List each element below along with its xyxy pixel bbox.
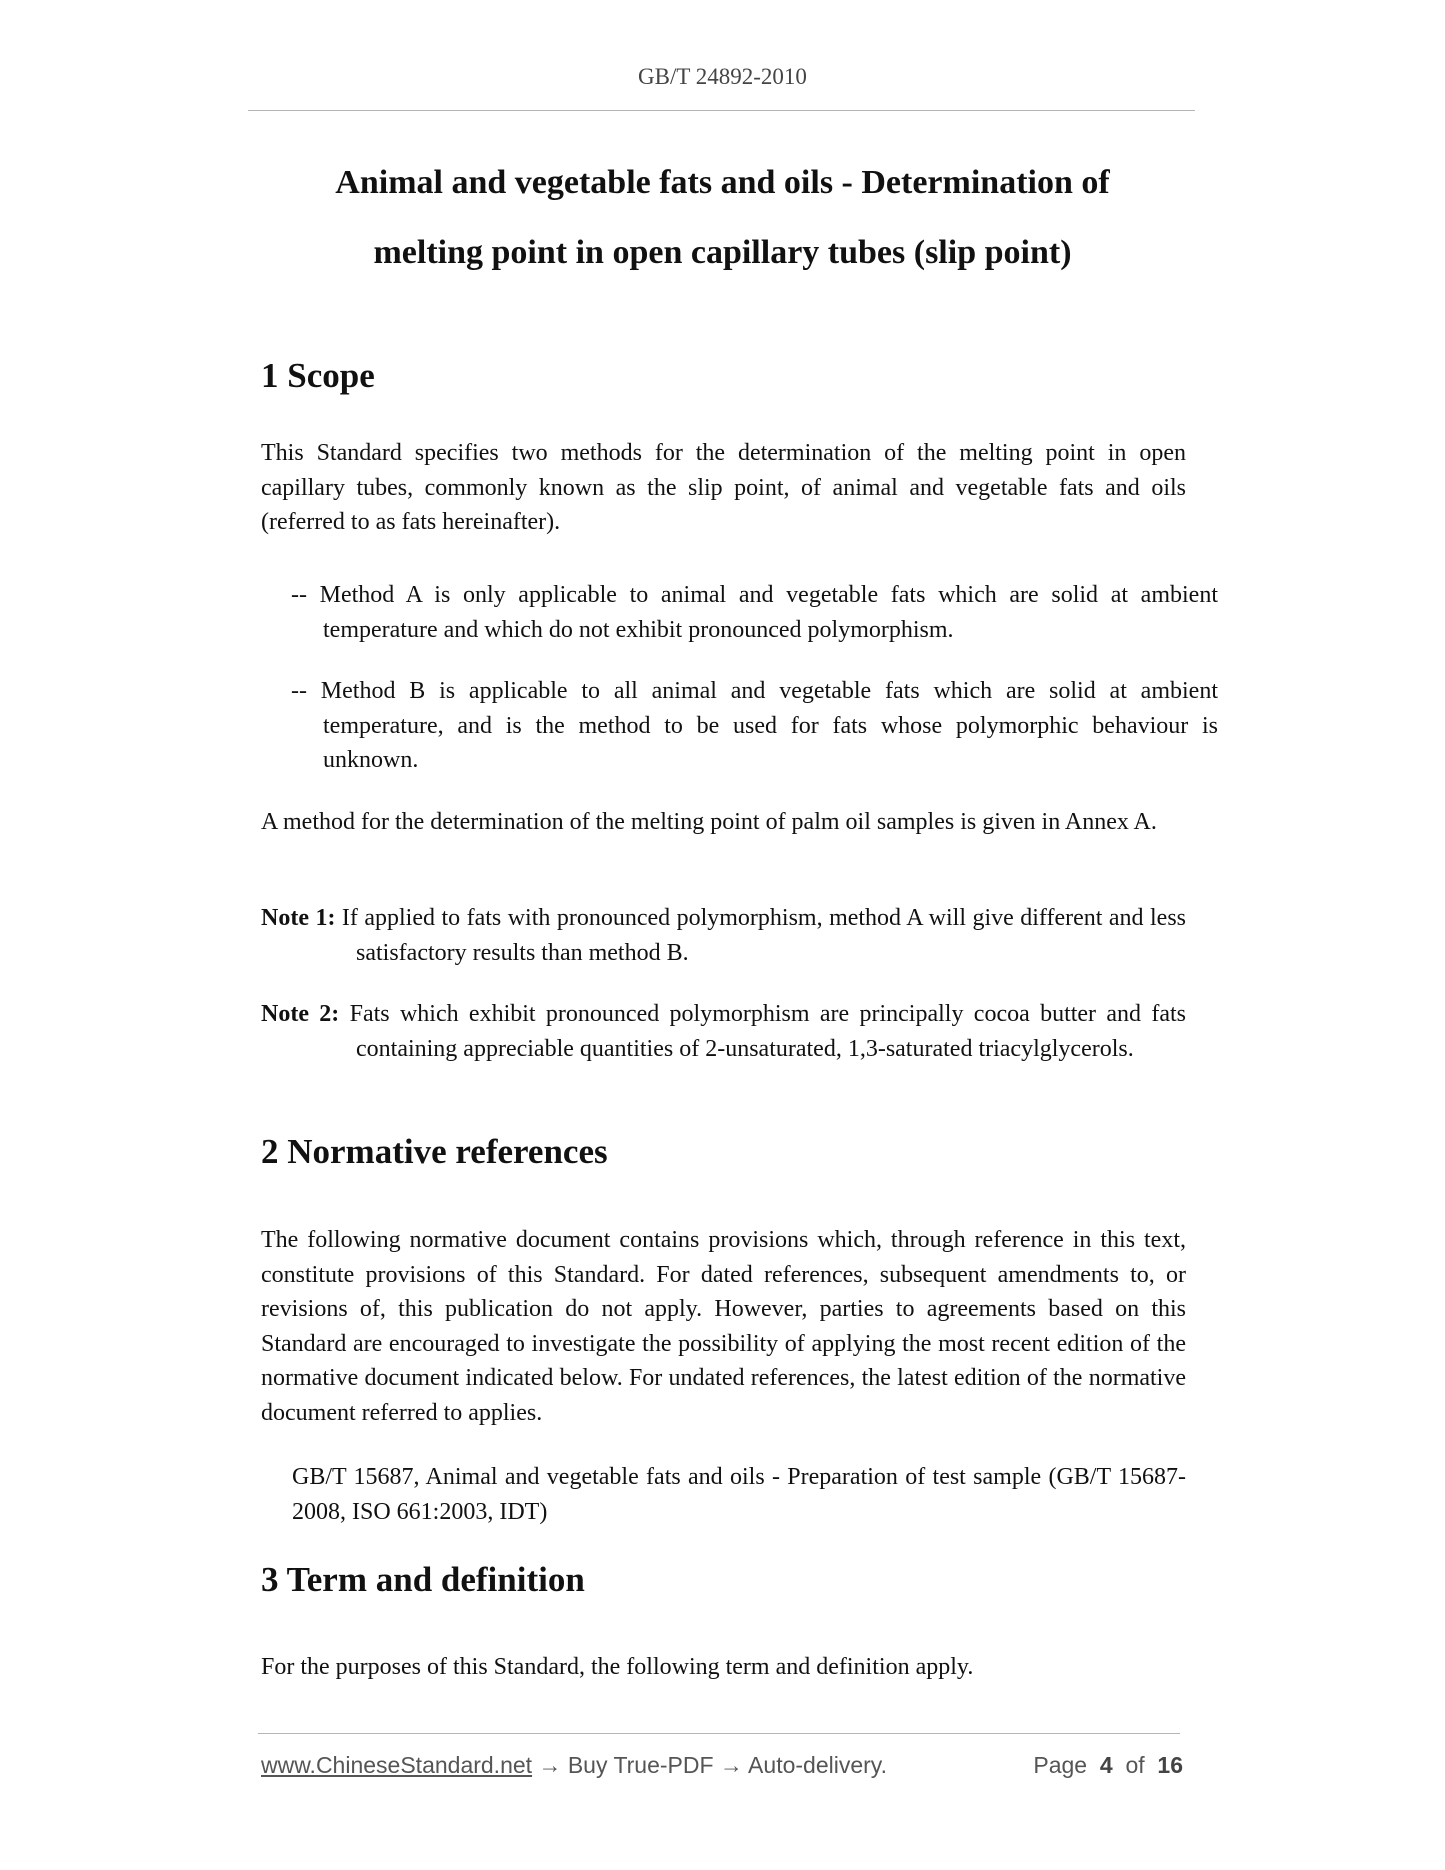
note-1-label: Note 1: bbox=[261, 905, 336, 931]
normative-reference-item: GB/T 15687, Animal and vegetable fats and oils - Preparation of test sample (GB/T 15687-2008, ISO 661:2003, IDT) bbox=[292, 1464, 1186, 1525]
scope-note-1 bbox=[261, 901, 1186, 970]
page-footer bbox=[261, 1752, 1183, 1786]
footer-divider bbox=[258, 1733, 1180, 1734]
header-divider bbox=[248, 110, 1195, 111]
scope-note-2 bbox=[261, 997, 1186, 1066]
footer-tagline: → Buy True-PDF → Auto-delivery. bbox=[532, 1752, 887, 1778]
section-heading-normative-references: 2 Normative references bbox=[261, 1132, 608, 1171]
scope-intro-paragraph: This Standard specifies two methods for the determination of the melting point in open capillary tubes, commonly known as the slip point, of animal and vegetable fats and oils (referred to as fats hereinafter). bbox=[261, 440, 1186, 535]
document-title bbox=[250, 148, 1195, 288]
page-of: of bbox=[1125, 1752, 1145, 1778]
title-line-1: Animal and vegetable fats and oils - Determination of bbox=[335, 164, 1110, 201]
section-heading-term-and-definition: 3 Term and definition bbox=[261, 1560, 585, 1599]
title-line-2: melting point in open capillary tubes (slip point) bbox=[373, 234, 1072, 271]
section-heading-scope: 1 Scope bbox=[261, 356, 375, 395]
note-2-text: Fats which exhibit pronounced polymorphism are principally cocoa butter and fats containing appreciable quantities of 2-unsaturated, 1,3-saturated triacylglycerols. bbox=[349, 1001, 1187, 1062]
normative-intro-paragraph: The following normative document contains provisions which, through reference in this text, constitute provisions of this Standard. For dated references, subsequent amendments to, or revisions of, this publication do not apply. However, parties to agreements based on this Standard are encouraged to investigate the possibility of applying the most recent edition of the normative document indicated below. For undated references, the latest edition of the normative document referred to applies. bbox=[261, 1227, 1186, 1426]
website-link[interactable]: www.ChineseStandard.net bbox=[261, 1752, 533, 1778]
scope-annex-paragraph: A method for the determination of the melting point of palm oil samples is given in Annex A. bbox=[261, 809, 1157, 835]
page-label: Page bbox=[1033, 1752, 1088, 1778]
document-number-header: GB/T 24892-2010 bbox=[638, 64, 807, 89]
page-number bbox=[1033, 1752, 1183, 1779]
scope-method-a: -- Method A is only applicable to animal and vegetable fats which are solid at ambient temperature and which do not exhibit pronounced polymorphism. bbox=[291, 582, 1218, 643]
page-total: 16 bbox=[1157, 1752, 1183, 1778]
page-current: 4 bbox=[1099, 1752, 1113, 1778]
scope-method-b: -- Method B is applicable to all animal and vegetable fats which are solid at ambient temperature, and is the method to be used for fats whose polymorphic behaviour is unknown. bbox=[291, 678, 1218, 773]
note-1-text: If applied to fats with pronounced polymorphism, method A will give different and less satisfactory results than method B. bbox=[341, 905, 1187, 966]
note-2-label: Note 2: bbox=[261, 1001, 340, 1027]
terms-intro-paragraph: For the purposes of this Standard, the following term and definition apply. bbox=[261, 1654, 974, 1680]
